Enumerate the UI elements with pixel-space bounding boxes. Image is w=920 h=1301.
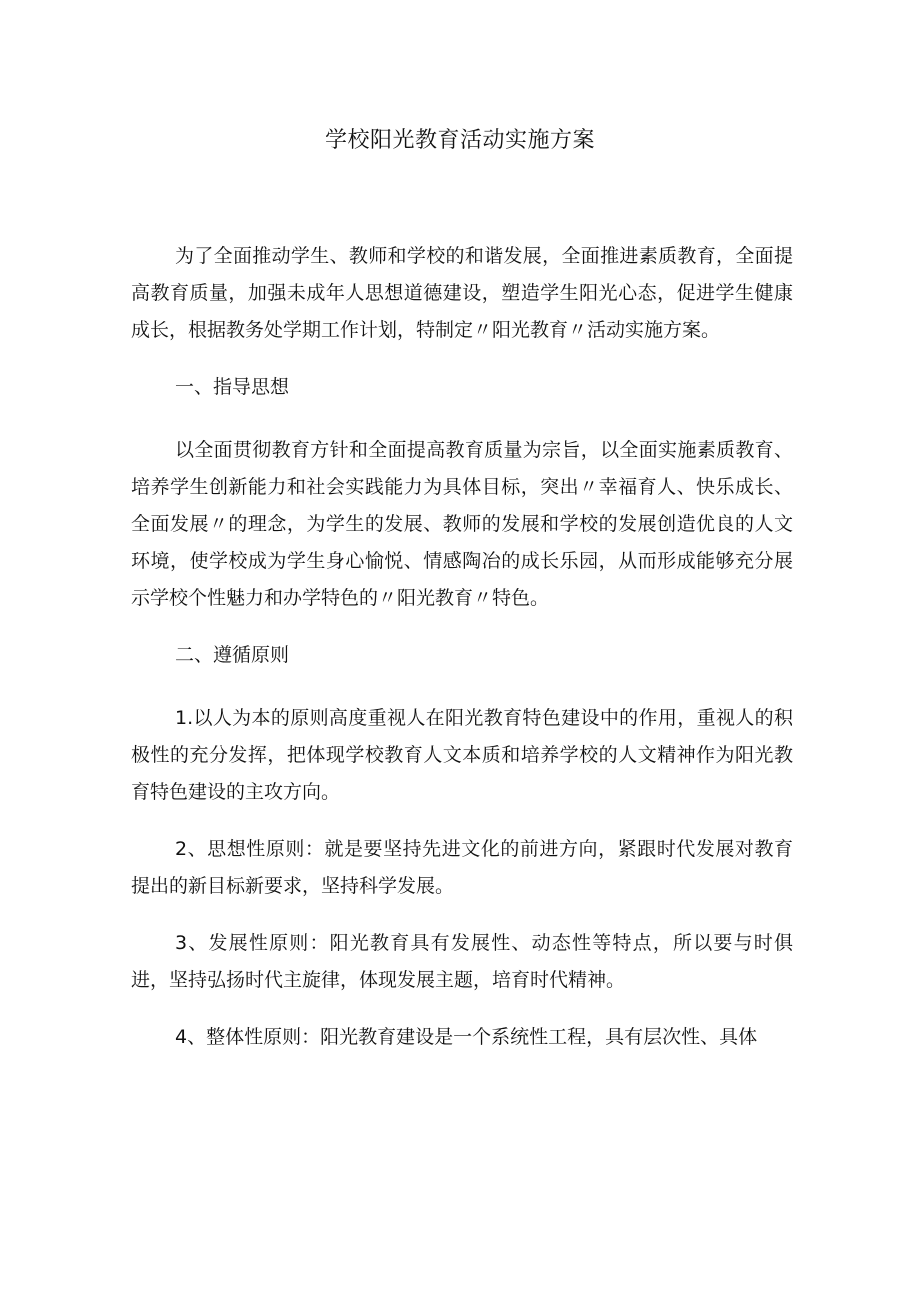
principle-4-paragraph: 4、整体性原则：阳光教育建设是一个系统性工程，具有层次性、具体: [175, 1026, 758, 1048]
principle-3-paragraph: 3、发展性原则：阳光教育具有发展性、动态性等特点，所以要与时俱进，坚持弘扬时代主旋律，体现发展主题，培育时代精神。: [131, 932, 793, 991]
section-heading-guiding-ideology: 一、指导思想: [175, 376, 290, 398]
document-body: [131, 238, 793, 1076]
section-heading-principles: 二、遵循原则: [175, 644, 290, 666]
guiding-ideology-paragraph: 以全面贯彻教育方针和全面提高教育质量为宗旨，以全面实施素质教育、培养学生创新能力和社会实践能力为具体目标，突出〃幸福育人、快乐成长、全面发展〃的理念，为学生的发展、教师的发展和学校的发展创造优良的人文环境，使学校成为学生身心愉悦、情感陶冶的成长乐园，从而形成能够充分展示学校个性魅力和办学特色的〃阳光教育〃特色。: [131, 439, 793, 609]
document-title: 学校阳光教育活动实施方案: [324, 128, 595, 153]
principle-2-paragraph: 2、思想性原则：就是要坚持先进文化的前进方向，紧跟时代发展对教育提出的新目标新要求，坚持科学发展。: [131, 838, 793, 897]
principle-1-paragraph: 1.以人为本的原则高度重视人在阳光教育特色建设中的作用，重视人的积极性的充分发挥，把体现学校教育人文本质和培养学校的人文精神作为阳光教育特色建设的主攻方向。: [131, 707, 793, 803]
intro-paragraph: 为了全面推动学生、教师和学校的和谐发展，全面推进素质教育，全面提高教育质量，加强未成年人思想道德建设，塑造学生阳光心态，促进学生健康成长，根据教务处学期工作计划，特制定〃阳光教育〃活动实施方案。: [131, 245, 793, 341]
